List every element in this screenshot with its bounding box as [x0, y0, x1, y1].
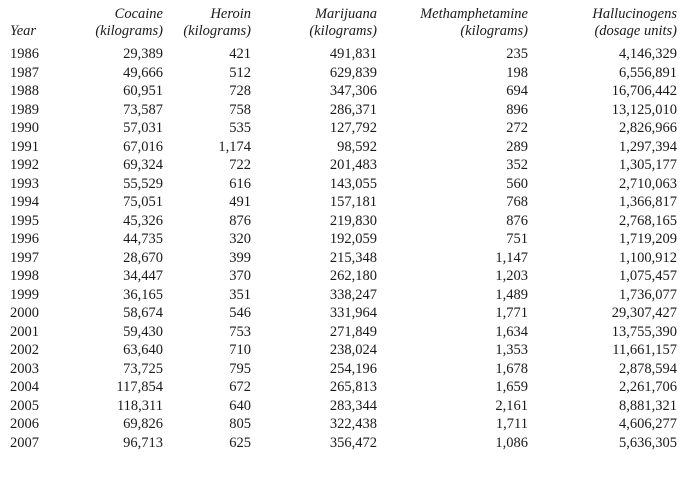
cell-cocaine: 45,326	[123, 212, 163, 229]
cell-cocaine: 57,031	[123, 120, 163, 136]
table-row	[10, 82, 677, 101]
cell-marijuana: 322,438	[329, 416, 377, 432]
header-methamphetamine-line2: (kilograms)	[460, 22, 528, 39]
cell-cocaine: 96,713	[123, 434, 163, 451]
header-heroin-line1: Heroin	[210, 6, 251, 22]
cell-year: 1993	[10, 175, 39, 192]
cell-marijuana: 262,180	[329, 268, 377, 284]
cell-year: 1991	[10, 138, 39, 155]
cell-methamphetamine: 560	[506, 175, 528, 192]
table-row	[10, 45, 677, 64]
cell-methamphetamine: 352	[506, 157, 528, 173]
cell-heroin: 795	[229, 360, 251, 377]
cell-marijuana: 283,344	[329, 397, 377, 414]
cell-heroin: 616	[229, 175, 251, 192]
header-marijuana	[251, 6, 377, 45]
cell-cocaine: 34,447	[123, 268, 163, 284]
table-row	[10, 156, 677, 175]
cell-marijuana: 331,964	[329, 305, 377, 321]
cell-marijuana: 491,831	[329, 46, 377, 62]
cell-cocaine: 117,854	[116, 379, 163, 395]
table-row	[10, 101, 677, 120]
cell-hallucinogens: 1,305,177	[619, 157, 677, 173]
cell-heroin: 370	[229, 268, 251, 284]
table-row	[10, 434, 677, 453]
cell-cocaine: 69,324	[123, 157, 163, 173]
table-row	[10, 304, 677, 323]
table-row	[10, 193, 677, 212]
cell-hallucinogens: 5,636,305	[619, 434, 677, 451]
cell-year: 1988	[10, 83, 39, 99]
cell-heroin: 728	[229, 83, 251, 99]
cell-methamphetamine: 1,489	[495, 286, 528, 303]
cell-year: 1995	[10, 212, 39, 229]
cell-hallucinogens: 2,878,594	[619, 360, 677, 377]
cell-methamphetamine: 768	[506, 194, 528, 210]
cell-cocaine: 44,735	[123, 231, 163, 247]
cell-hallucinogens: 1,719,209	[619, 231, 677, 247]
cell-marijuana: 98,592	[337, 138, 377, 155]
cell-marijuana: 201,483	[329, 157, 377, 173]
cell-cocaine: 69,826	[123, 416, 163, 432]
header-marijuana-line2: (kilograms)	[309, 22, 377, 39]
cell-marijuana: 143,055	[329, 175, 377, 192]
drug-seizures-table	[10, 6, 677, 452]
cell-methamphetamine: 235	[506, 46, 528, 62]
header-row	[10, 6, 677, 45]
cell-year: 1999	[10, 286, 39, 303]
cell-hallucinogens: 29,307,427	[611, 305, 677, 321]
cell-hallucinogens: 13,125,010	[611, 101, 677, 118]
cell-heroin: 351	[229, 286, 251, 303]
table-row	[10, 267, 677, 286]
table-row	[10, 378, 677, 397]
table-row	[10, 230, 677, 249]
cell-year: 2006	[10, 416, 39, 432]
header-heroin-line2: (kilograms)	[183, 22, 251, 39]
cell-hallucinogens: 6,556,891	[619, 64, 677, 81]
table-row	[10, 175, 677, 194]
header-year	[10, 6, 72, 45]
cell-hallucinogens: 1,100,912	[619, 249, 677, 266]
header-year-line2: Year	[10, 22, 37, 39]
cell-hallucinogens: 8,881,321	[619, 397, 677, 414]
cell-hallucinogens: 2,261,706	[619, 379, 677, 395]
cell-year: 2003	[10, 360, 39, 377]
header-methamphetamine	[377, 6, 528, 45]
cell-heroin: 421	[229, 46, 251, 62]
cell-hallucinogens: 4,606,277	[619, 416, 677, 432]
table-row	[10, 286, 677, 305]
cell-hallucinogens: 1,736,077	[619, 286, 677, 303]
cell-hallucinogens: 11,661,157	[612, 342, 677, 358]
cell-hallucinogens: 2,768,165	[619, 212, 677, 229]
cell-cocaine: 73,587	[123, 101, 163, 118]
cell-year: 2007	[10, 434, 39, 451]
cell-cocaine: 63,640	[123, 342, 163, 358]
cell-methamphetamine: 272	[506, 120, 528, 136]
cell-marijuana: 265,813	[329, 379, 377, 395]
table-row	[10, 138, 677, 157]
cell-heroin: 805	[229, 416, 251, 432]
cell-methamphetamine: 751	[506, 231, 528, 247]
cell-marijuana: 157,181	[329, 194, 377, 210]
cell-year: 1998	[10, 268, 39, 284]
table-body	[10, 45, 677, 452]
cell-heroin: 491	[229, 194, 251, 210]
header-cocaine-line2: (kilograms)	[95, 22, 163, 39]
cell-cocaine: 118,311	[116, 397, 163, 414]
table-row	[10, 341, 677, 360]
table-row	[10, 119, 677, 138]
header-heroin	[163, 6, 251, 45]
cell-methamphetamine: 1,086	[495, 434, 528, 451]
cell-marijuana: 286,371	[329, 101, 377, 118]
table-row	[10, 249, 677, 268]
cell-hallucinogens: 2,826,966	[619, 120, 677, 136]
table-row	[10, 64, 677, 83]
cell-cocaine: 36,165	[123, 286, 163, 303]
header-hallucinogens	[528, 6, 677, 45]
cell-methamphetamine: 876	[506, 212, 528, 229]
cell-heroin: 625	[229, 434, 251, 451]
table-row	[10, 397, 677, 416]
cell-year: 1994	[10, 194, 39, 210]
cell-heroin: 640	[229, 397, 251, 414]
cell-year: 1997	[10, 249, 39, 266]
cell-heroin: 722	[229, 157, 251, 173]
table-row	[10, 415, 677, 434]
header-marijuana-line1: Marijuana	[314, 6, 377, 22]
cell-heroin: 399	[229, 249, 251, 266]
cell-hallucinogens: 1,075,457	[619, 268, 677, 284]
cell-heroin: 672	[229, 379, 251, 395]
cell-heroin: 1,174	[218, 138, 251, 155]
cell-marijuana: 192,059	[329, 231, 377, 247]
cell-methamphetamine: 1,659	[495, 379, 528, 395]
cell-methamphetamine: 694	[506, 83, 528, 99]
cell-cocaine: 28,670	[123, 249, 163, 266]
cell-year: 2004	[10, 379, 39, 395]
cell-heroin: 710	[229, 342, 251, 358]
cell-methamphetamine: 289	[506, 138, 528, 155]
cell-methamphetamine: 198	[506, 64, 528, 81]
cell-marijuana: 219,830	[329, 212, 377, 229]
cell-methamphetamine: 1,353	[495, 342, 528, 358]
cell-marijuana: 356,472	[329, 434, 377, 451]
header-hallucinogens-line1: Hallucinogens	[592, 6, 677, 22]
cell-year: 2001	[10, 323, 39, 340]
cell-cocaine: 29,389	[123, 46, 163, 62]
cell-methamphetamine: 1,147	[495, 249, 528, 266]
header-cocaine-line1: Cocaine	[114, 6, 163, 22]
cell-marijuana: 254,196	[329, 360, 377, 377]
cell-year: 2002	[10, 342, 39, 358]
cell-cocaine: 59,430	[123, 323, 163, 340]
cell-hallucinogens: 16,706,442	[611, 83, 677, 99]
cell-methamphetamine: 1,203	[495, 268, 528, 284]
cell-heroin: 546	[229, 305, 251, 321]
cell-marijuana: 238,024	[329, 342, 377, 358]
table-row	[10, 212, 677, 231]
table-row	[10, 323, 677, 342]
table-header	[10, 6, 677, 45]
cell-year: 1992	[10, 157, 39, 173]
header-year-line1	[10, 6, 72, 23]
cell-cocaine: 67,016	[123, 138, 163, 155]
cell-year: 1986	[10, 46, 39, 62]
cell-marijuana: 347,306	[329, 83, 377, 99]
cell-year: 1987	[10, 64, 39, 81]
cell-methamphetamine: 1,711	[495, 416, 528, 432]
cell-cocaine: 60,951	[123, 83, 163, 99]
header-hallucinogens-line2: (dosage units)	[594, 22, 677, 39]
cell-year: 1990	[10, 120, 39, 136]
cell-marijuana: 271,849	[329, 323, 377, 340]
cell-heroin: 758	[229, 101, 251, 118]
cell-hallucinogens: 13,755,390	[611, 323, 677, 340]
cell-hallucinogens: 4,146,329	[619, 46, 677, 62]
cell-cocaine: 75,051	[123, 194, 163, 210]
header-methamphetamine-line1: Methamphetamine	[420, 6, 528, 22]
cell-hallucinogens: 1,297,394	[619, 138, 677, 155]
cell-marijuana: 629,839	[329, 64, 377, 81]
cell-year: 1989	[10, 101, 39, 118]
cell-marijuana: 127,792	[329, 120, 377, 136]
cell-heroin: 753	[229, 323, 251, 340]
cell-year: 2005	[10, 397, 39, 414]
header-cocaine	[72, 6, 163, 45]
cell-hallucinogens: 2,710,063	[619, 175, 677, 192]
cell-methamphetamine: 1,634	[495, 323, 528, 340]
cell-heroin: 535	[229, 120, 251, 136]
cell-heroin: 320	[229, 231, 251, 247]
cell-heroin: 512	[229, 64, 251, 81]
cell-methamphetamine: 2,161	[495, 397, 528, 414]
cell-methamphetamine: 1,678	[495, 360, 528, 377]
cell-cocaine: 58,674	[123, 305, 163, 321]
cell-year: 1996	[10, 231, 39, 247]
cell-heroin: 876	[229, 212, 251, 229]
cell-marijuana: 338,247	[329, 286, 377, 303]
cell-marijuana: 215,348	[329, 249, 377, 266]
cell-cocaine: 49,666	[123, 64, 163, 81]
cell-cocaine: 55,529	[123, 175, 163, 192]
cell-methamphetamine: 896	[506, 101, 528, 118]
cell-cocaine: 73,725	[123, 360, 163, 377]
cell-hallucinogens: 1,366,817	[619, 194, 677, 210]
cell-methamphetamine: 1,771	[495, 305, 528, 321]
table-row	[10, 360, 677, 379]
cell-year: 2000	[10, 305, 39, 321]
